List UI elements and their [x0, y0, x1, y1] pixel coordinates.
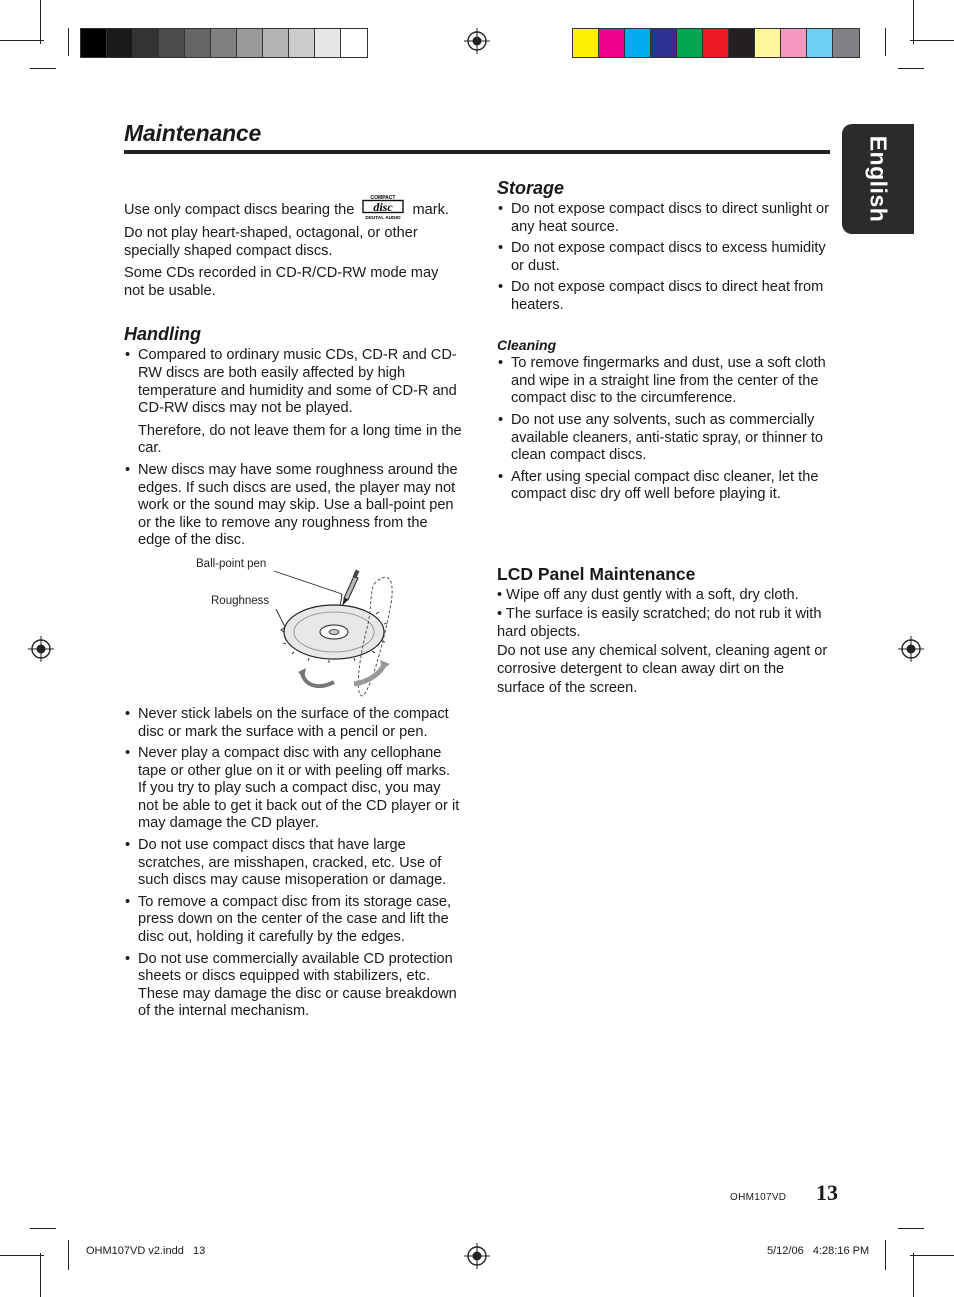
handling-list — [124, 347, 462, 550]
storage-heading: Storage — [497, 178, 565, 198]
compact-disc-logo-icon — [361, 194, 405, 220]
list-item: • To remove fingermarks and dust, use a soft cloth and wipe in a straight line from the center of the compact disc to the circumference. — [497, 355, 833, 408]
gray-swatch — [263, 29, 289, 57]
lcd-line: Do not use any chemical solvent, cleaning agent or corrosive detergent to clean away dirt on the surface of the screen. — [497, 642, 828, 696]
storage-list — [497, 201, 833, 315]
cleaning-list — [497, 355, 833, 504]
crop-mark — [885, 1240, 886, 1270]
color-swatch — [833, 29, 859, 57]
timestamp: 5/12/06 4:28:16 PM — [767, 1245, 870, 1257]
gray-swatch — [107, 29, 133, 57]
svg-text:DIGITAL AUDIO: DIGITAL AUDIO — [365, 216, 402, 220]
crop-mark — [898, 68, 924, 69]
model-code: OHM107VD — [730, 1192, 787, 1203]
crop-mark — [30, 1228, 56, 1229]
svg-text:disc: disc — [373, 200, 394, 214]
color-swatch — [729, 29, 755, 57]
grayscale-bar — [80, 28, 368, 58]
color-swatch — [625, 29, 651, 57]
list-item: • Compared to ordinary music CDs, CD-R and CD-RW discs are both easily affected by high temperature and humidity and some of CD-R and CD-RW discs may not be played. Therefore, do not leave them for a long time in the car. — [124, 347, 462, 458]
gray-swatch — [185, 29, 211, 57]
crop-mark — [898, 1228, 924, 1229]
color-swatch — [651, 29, 677, 57]
intro-shapes: Do not play heart-shaped, octagonal, or other specially shaped compact discs. — [124, 225, 418, 259]
crop-mark — [68, 1240, 69, 1270]
language-tab-label: English — [865, 135, 892, 223]
registration-mark-bottom — [464, 1243, 490, 1269]
registration-mark-left — [28, 636, 54, 662]
crop-mark — [40, 1253, 41, 1297]
crop-mark — [910, 40, 954, 41]
color-swatch — [781, 29, 807, 57]
list-item: • Do not expose compact discs to direct heat from heaters. — [497, 279, 833, 314]
color-bar — [572, 28, 860, 58]
gray-swatch — [237, 29, 263, 57]
list-item: • Never stick labels on the surface of the compact disc or mark the surface with a pencil or pen. — [124, 706, 462, 741]
gray-swatch — [81, 29, 107, 57]
list-item: • New discs may have some roughness around the edges. If such discs are used, the player may not work or the sound may skip. Use a ball-point pen or the like to remove any roughness from the edge of the disc. — [124, 462, 462, 550]
list-item: • To remove a compact disc from its storage case, press down on the center of the case and lift the disc out, holding it carefully by the edges. — [124, 894, 462, 947]
crop-mark — [68, 28, 69, 56]
gray-swatch — [211, 29, 237, 57]
crop-mark — [40, 0, 41, 44]
color-swatch — [677, 29, 703, 57]
crop-mark — [0, 40, 44, 41]
left-column — [124, 194, 462, 1025]
svg-text:COMPACT: COMPACT — [370, 195, 396, 201]
disc-roughness-figure — [194, 554, 434, 704]
intro-cd-mark: Use only compact discs bearing the COMPACT disc DIGITAL AUDIO mark. — [124, 195, 449, 220]
crop-mark — [910, 1255, 954, 1256]
fig-label-pen: Ball-point pen — [196, 557, 267, 570]
color-swatch — [755, 29, 781, 57]
language-tab — [842, 124, 914, 234]
list-item: • Do not use compact discs that have large scratches, are misshapen, cracked, etc. Use of such discs may cause misoperation or damage. — [124, 837, 462, 890]
gray-swatch — [159, 29, 185, 57]
crop-mark — [913, 1253, 914, 1297]
crop-mark — [913, 0, 914, 44]
list-item-continuation: Therefore, do not leave them for a long time in the car. — [138, 422, 462, 457]
list-item: • Do not expose compact discs to excess humidity or dust. — [497, 240, 833, 275]
color-swatch — [599, 29, 625, 57]
crop-mark — [0, 1255, 44, 1256]
title-rule — [124, 150, 830, 154]
gray-swatch — [341, 29, 367, 57]
cleaning-heading: Cleaning — [497, 336, 557, 353]
handling-list-2 — [124, 706, 462, 1021]
right-column — [497, 178, 833, 697]
page-title: Maintenance — [124, 120, 262, 146]
list-item: • Do not use commercially available CD protection sheets or discs equipped with stabilizers, etc. These may damage the disc or cause breakdown of the internal mechanism. — [124, 951, 462, 1021]
file-info: OHM107VD v2.indd 13 — [86, 1245, 206, 1257]
lcd-body — [497, 586, 833, 698]
list-item: • Do not expose compact discs to direct sunlight or any heat source. — [497, 201, 833, 236]
list-item: • Do not use any solvents, such as commercially available cleaners, anti-static spray, or thinner to clean compact discs. — [497, 412, 833, 465]
registration-mark-top — [464, 28, 490, 54]
color-swatch — [573, 29, 599, 57]
handling-heading: Handling — [124, 324, 201, 345]
lcd-line: • Wipe off any dust gently with a soft, dry cloth. — [497, 586, 799, 603]
gray-swatch — [289, 29, 315, 57]
crop-mark — [885, 28, 886, 56]
lcd-heading: LCD Panel Maintenance — [497, 563, 696, 584]
gray-swatch — [315, 29, 341, 57]
list-item: • Never play a compact disc with any cellophane tape or other glue on it or with peeling off marks. If you try to play such a compact disc, you may not be able to get it back out of the CD player or it may damage the CD player. — [124, 745, 462, 833]
gray-swatch — [133, 29, 159, 57]
color-swatch — [703, 29, 729, 57]
list-item: • After using special compact disc cleaner, let the compact disc dry off well before playing it. — [497, 469, 833, 504]
registration-mark-right — [898, 636, 924, 662]
lcd-line: • The surface is easily scratched; do not rub it with hard objects. — [497, 605, 822, 641]
intro-cdr: Some CDs recorded in CD-R/CD-RW mode may not be usable. — [124, 265, 439, 299]
crop-mark — [30, 68, 56, 69]
color-swatch — [807, 29, 833, 57]
page-number: 13 — [816, 1180, 838, 1205]
fig-label-roughness: Roughness — [211, 594, 270, 607]
